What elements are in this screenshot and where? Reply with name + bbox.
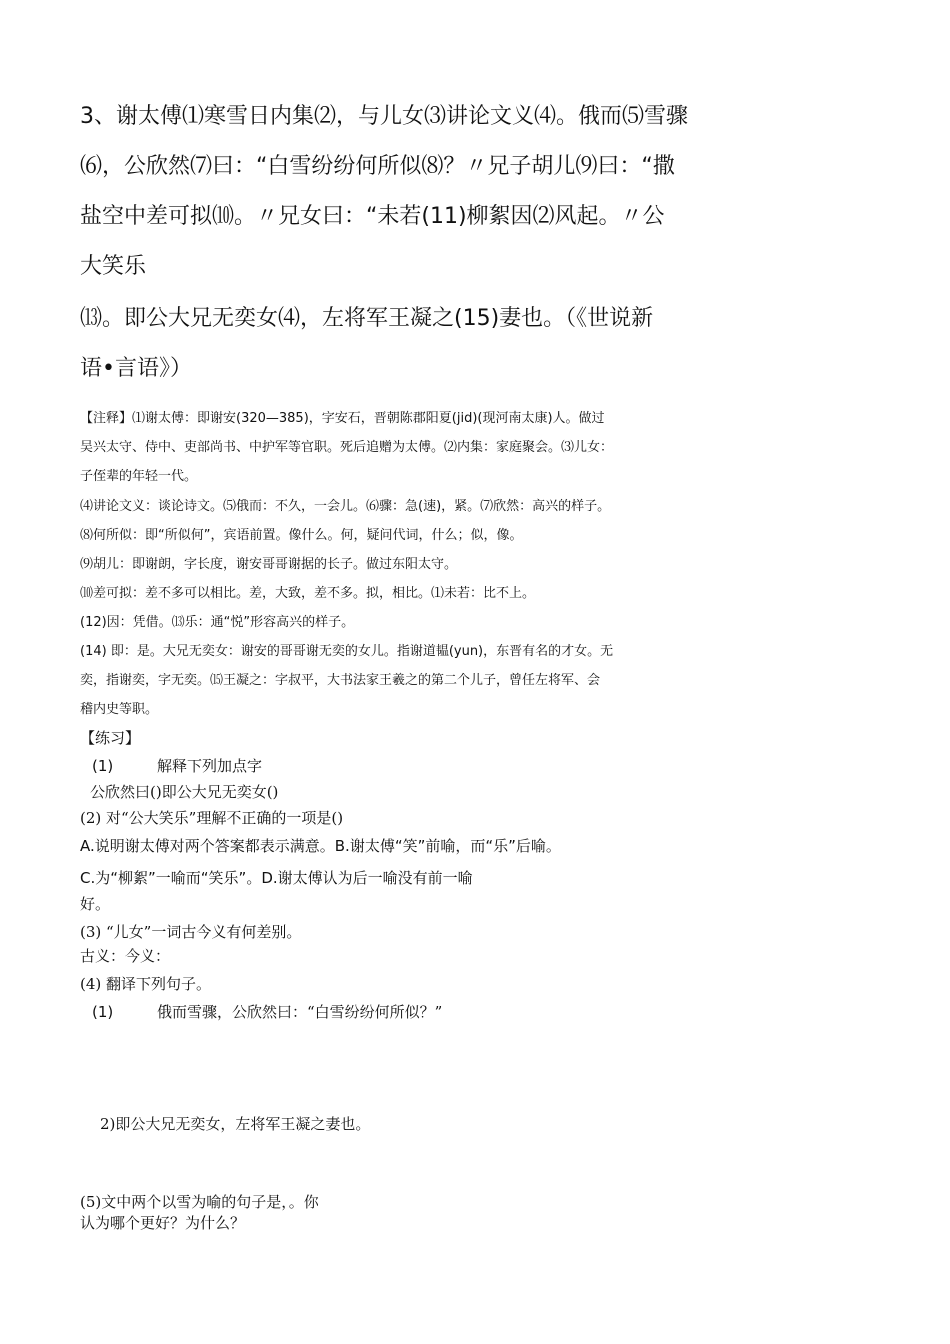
note-line: 吴兴太守、侍中、吏部尚书、中护军等官职。死后追赠为太傅。⑵内集：家庭聚会。⑶儿女： (80, 440, 614, 455)
question-number: (1) (92, 757, 114, 775)
note-line: 【注释】⑴谢太傅：即谢安(320—385)，字安石，晋朝陈郡阳夏(jid)(现河南太康)人。做过 (80, 411, 605, 426)
note-line: 子侄辈的年轻一代。 (80, 469, 198, 484)
question-4-2: 2)即公大兄无奕女，左将军王凝之妻也。 (100, 1115, 371, 1133)
question-5-cont: 认为哪个更好？为什么？ (80, 1214, 246, 1232)
answer-line: 古义：今义： (80, 947, 171, 965)
exercise-heading: 【练习】 (80, 729, 141, 747)
note-line: (12)因：凭借。⒀乐：通“悦”形容高兴的样子。 (80, 615, 355, 630)
question-text: 解释下列加点字 (157, 757, 263, 775)
choice-ab: A.说明谢太傅对两个答案都表示满意。B.谢太傅“笑”前喻，而“乐”后喻。 (80, 837, 561, 855)
question-number: (1) (92, 1003, 114, 1021)
question-items: 公欣然曰()即公大兄无奕女() (90, 783, 279, 801)
question-2: (2) 对“公大笑乐”理解不正确的一项是() (80, 809, 344, 827)
choice-cd: C.为“柳絮”一喻而“笑乐”。D.谢太傅认为后一喻没有前一喻 (80, 869, 473, 887)
question-5: (5)文中两个以雪为喻的句子是，。你 (80, 1193, 319, 1211)
passage-line: ⑹，公欣然⑺曰：“白雪纷纷何所似⑻？〃兄子胡儿⑼曰：“撒 (80, 154, 675, 179)
question-4: (4) 翻译下列句子。 (80, 975, 212, 993)
note-line: ⑷讲论文义：谈论诗文。⑸俄而：不久，一会儿。⑹骤：急(速)，紧。⑺欣然：高兴的样子。 (80, 499, 611, 514)
choice-cd-cont: 好。 (80, 895, 111, 913)
note-line: 奕，指谢奕，字无奕。⒂王凝之：字叔平，大书法家王羲之的第二个儿子，曾任左将军、会 (80, 673, 601, 688)
passage-line: 盐空中差可拟⑽。〃兄女曰：“未若(11)柳絮因⑵风起。〃公 (80, 204, 665, 229)
passage-line: 语•言语》） (80, 356, 192, 381)
note-line: ⑻何所似：即“所似何”，宾语前置。像什么。何，疑问代词，什么；似，像。 (80, 528, 523, 543)
passage-line: ⒀。即公大兄无奕女⑷，左将军王凝之(15)妻也。（《世说新 (80, 306, 654, 331)
passage-line: 3、谢太傅⑴寒雪日内集⑵，与儿女⑶讲论文义⑷。俄而⑸雪骤 (80, 104, 688, 129)
question-3: (3) “儿女”一词古今义有何差别。 (80, 923, 302, 941)
question-text: 俄而雪骤，公欣然曰：“白雪纷纷何所似？” (157, 1003, 443, 1021)
note-line: ⑼胡儿：即谢朗，字长度，谢安哥哥谢据的长子。做过东阳太守。 (80, 557, 458, 572)
note-line: ⑽差可拟：差不多可以相比。差，大致，差不多。拟，相比。⑴未若：比不上。 (80, 586, 536, 601)
note-line: 稽内史等职。 (80, 702, 159, 717)
note-line: (14) 即：是。大兄无奕女：谢安的哥哥谢无奕的女儿。指谢道韫(yun)，东晋有名的才女。无 (80, 644, 614, 659)
passage-line: 大笑乐 (80, 254, 147, 279)
